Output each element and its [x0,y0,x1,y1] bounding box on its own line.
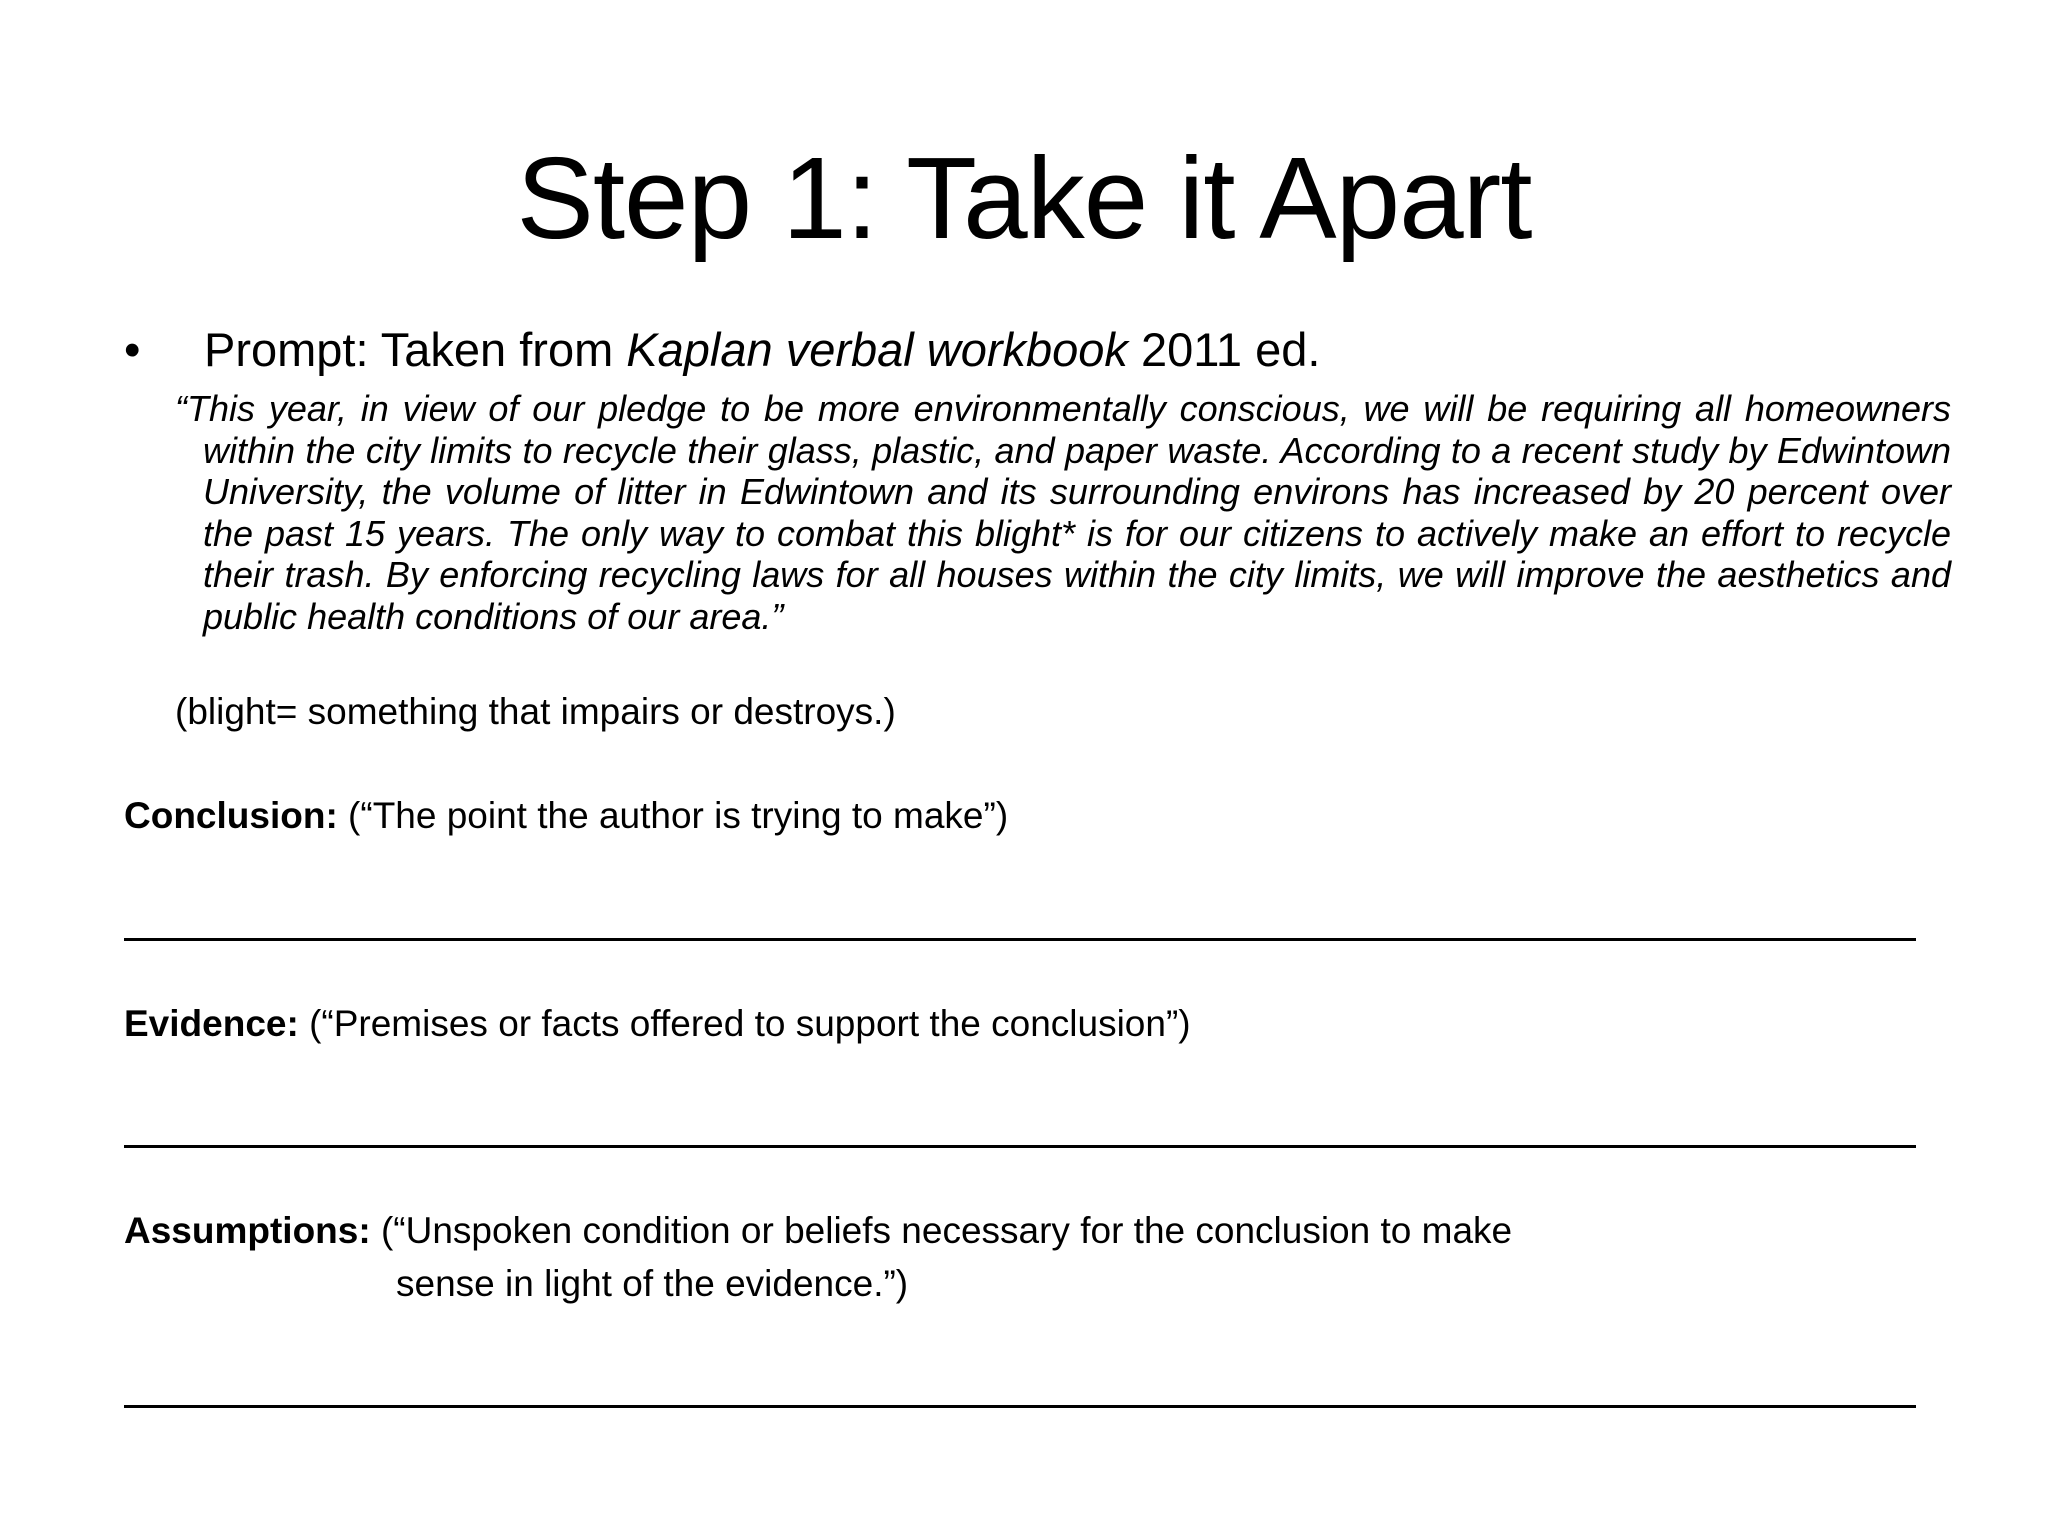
prompt-source-line [204,322,1320,378]
prompt-source-title: Kaplan verbal workbook [626,323,1128,376]
assumptions-question [124,1205,1512,1257]
assumptions-answer-line[interactable] [124,1405,1916,1408]
evidence-question [124,998,1191,1050]
slide-title: Step 1: Take it Apart [516,133,1532,263]
assumptions-label: Assumptions: [124,1210,371,1251]
assumptions-hint: (“Unspoken condition or beliefs necessary for the conclusion to make [370,1210,1513,1251]
prompt-quote: “This year, in view of our pledge to be more environmentally conscious, we will be requiring all homeowners within the city limits to recycle their glass, plastic, and paper waste. According to a recent study by Edwintown University, the volume of litter in Edwintown and its surrounding environs has increased by 20 percent over the past 15 years. The only way to combat this blight* is for our citizens to actively make an effort to recycle their trash. By enforcing recycling laws for all houses within the city limits, we will improve the aesthetics and public health conditions of our area.” [175,388,1951,637]
conclusion-question [124,790,1008,842]
prompt-suffix: 2011 ed. [1127,323,1321,376]
evidence-answer-line[interactable] [124,1145,1916,1148]
conclusion-hint: (“The point the author is trying to make”) [337,795,1009,836]
bullet-icon: • [124,323,141,376]
blight-definition: (blight= something that impairs or destroys.) [175,691,896,732]
evidence-label: Evidence: [124,1003,299,1044]
conclusion-answer-line[interactable] [124,938,1916,941]
assumptions-hint-continued: sense in light of the evidence.”) [396,1263,909,1304]
conclusion-label: Conclusion: [124,795,338,836]
evidence-hint: (“Premises or facts offered to support the conclusion”) [298,1003,1191,1044]
prompt-prefix: Prompt: Taken from [204,323,627,376]
